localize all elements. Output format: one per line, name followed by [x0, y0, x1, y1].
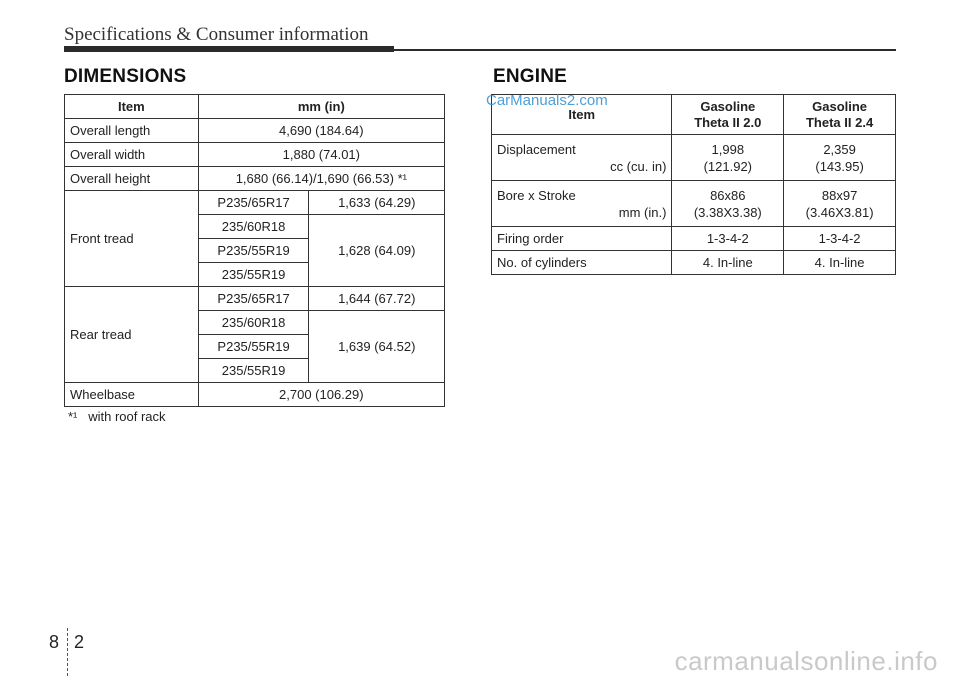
page-number: 2 — [74, 632, 85, 652]
column-header-item: Item — [65, 95, 199, 119]
page-header-title: Specifications & Consumer information — [64, 24, 369, 45]
table-row — [492, 181, 896, 227]
tire-size: 235/60R18 — [198, 215, 309, 239]
footnote-mark: *¹ — [68, 409, 78, 424]
row-label-text: Bore x Stroke — [497, 187, 576, 203]
column-header-mm: mm (in) — [198, 95, 444, 119]
column-header-theta-24 — [784, 95, 896, 135]
row-value: 1,680 (66.14)/1,690 (66.53) *¹ — [198, 167, 444, 191]
value-sub: (143.95) — [815, 158, 864, 174]
row-label: Wheelbase — [65, 383, 199, 407]
row-value: 1,639 (64.52) — [309, 311, 445, 383]
page-number-divider — [67, 628, 68, 676]
row-label: No. of cylinders — [492, 251, 672, 275]
row-label: Front tread — [65, 191, 199, 287]
row-unit: cc (cu. in) — [610, 158, 667, 174]
row-label-text: Displacement — [497, 141, 576, 157]
header-rule — [64, 46, 394, 52]
column-header-fuel: Gasoline — [812, 98, 868, 114]
row-label: Overall length — [65, 119, 199, 143]
tire-size: P235/65R17 — [198, 191, 309, 215]
column-header-fuel: Gasoline — [700, 98, 756, 114]
footnote-text: with roof rack — [88, 409, 166, 424]
row-value: 4,690 (184.64) — [198, 119, 444, 143]
watermark-text: CarManuals2.com — [486, 92, 608, 109]
row-value: 1,628 (64.09) — [309, 215, 445, 287]
table-row — [65, 287, 445, 311]
table-header-row — [65, 95, 445, 119]
page-number-section: 8 — [49, 632, 60, 652]
table-row — [65, 383, 445, 407]
column-header-item: Item — [492, 95, 672, 135]
engine-title: ENGINE — [493, 66, 568, 87]
row-value: 4. In-line — [784, 251, 896, 275]
table-row — [492, 251, 896, 275]
table-row — [492, 135, 896, 181]
row-value: 1,633 (64.29) — [309, 191, 445, 215]
row-value: 1,880 (74.01) — [198, 143, 444, 167]
tire-size: 235/55R19 — [198, 263, 309, 287]
row-label: Overall height — [65, 167, 199, 191]
row-label: Overall width — [65, 143, 199, 167]
table-row — [65, 167, 445, 191]
tire-size: P235/65R17 — [198, 287, 309, 311]
table-row — [65, 119, 445, 143]
value-sub: (3.46X3.81) — [805, 204, 874, 220]
column-header-engine: Theta II 2.4 — [805, 114, 874, 130]
footer-site-watermark: carmanualsonline.info — [674, 646, 938, 676]
tire-size: P235/55R19 — [198, 335, 309, 359]
value-main: 86x86 — [710, 187, 746, 203]
footnote — [68, 409, 166, 424]
dimensions-title: DIMENSIONS — [64, 66, 187, 87]
row-unit: mm (in.) — [618, 204, 667, 220]
column-header-engine: Theta II 2.0 — [694, 114, 762, 130]
tire-size: 235/55R19 — [198, 359, 309, 383]
row-value — [672, 181, 784, 227]
table-row — [65, 143, 445, 167]
row-label: Rear tread — [65, 287, 199, 383]
row-value — [784, 135, 896, 181]
column-header-theta-20 — [672, 95, 784, 135]
row-value: 1-3-4-2 — [784, 227, 896, 251]
row-value: 4. In-line — [672, 251, 784, 275]
tire-size: P235/55R19 — [198, 239, 309, 263]
row-label — [492, 135, 672, 181]
value-sub: (3.38X3.38) — [693, 204, 762, 220]
row-value: 2,700 (106.29) — [198, 383, 444, 407]
row-label — [492, 181, 672, 227]
table-row — [492, 227, 896, 251]
row-label: Firing order — [492, 227, 672, 251]
tire-size: 235/60R18 — [198, 311, 309, 335]
row-value: 1,644 (67.72) — [309, 287, 445, 311]
value-main: 2,359 — [823, 141, 856, 157]
row-value: 1-3-4-2 — [672, 227, 784, 251]
row-value — [672, 135, 784, 181]
row-value — [784, 181, 896, 227]
dimensions-table — [64, 94, 445, 407]
header-rule-thin — [394, 49, 896, 51]
table-row — [65, 191, 445, 215]
value-main: 1,998 — [711, 141, 745, 157]
value-sub: (121.92) — [703, 158, 752, 174]
engine-table — [491, 94, 896, 275]
value-main: 88x97 — [821, 187, 858, 203]
